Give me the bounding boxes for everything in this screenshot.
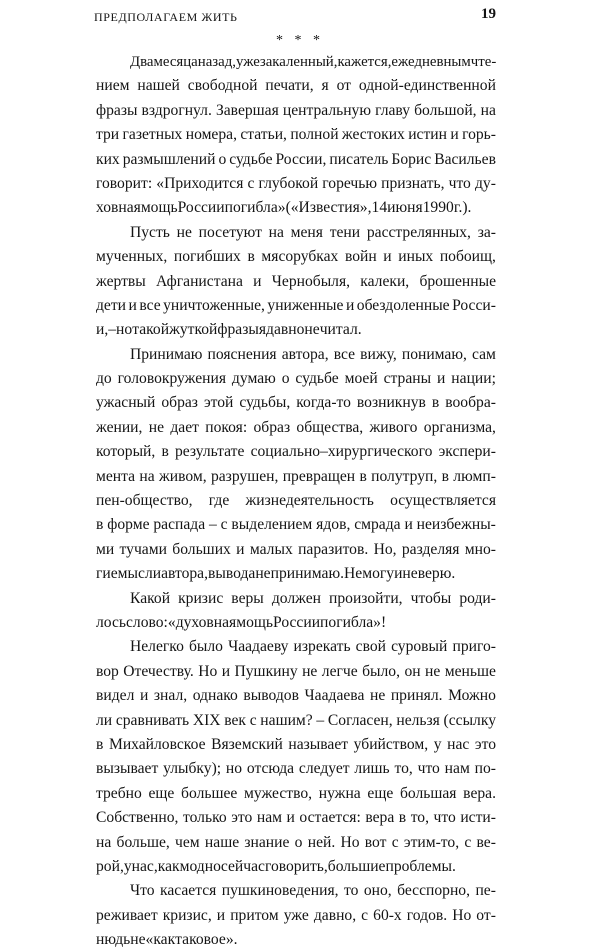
section-separator: * * * — [276, 33, 324, 48]
text-line: Два месяца назад, уже закаленный, кажется, ежедневным чте- — [130, 54, 497, 70]
text-line: дети и все уничтоженные, униженные и обездоленные Росси- — [96, 296, 496, 314]
text-line: до головокружения думаю о судьбе моей страны и нации; — [96, 370, 496, 388]
text-line: ми тучами больших и малых паразитов. Но, разделяя мно- — [96, 540, 496, 558]
text-line: нюдь не «как таковое». — [96, 931, 238, 949]
text-line: мента на живом, разрушен, превращен в полутруп, в люмп- — [96, 467, 496, 485]
text-line: видел и знал, однако выводов Чаадаева не принял. Можно — [96, 687, 496, 705]
text-line: ли сравнивать XIX век с нашим? – Согласен, нельзя (ссылку — [96, 711, 496, 729]
text-line: жении, не дает покоя: образ общества, живого организма, — [96, 418, 496, 436]
paragraph — [96, 587, 496, 636]
text-line: требно еще большее мужество, нужна еще большая вера. — [96, 784, 496, 802]
text-line: Что касается пушкиноведения, то оно, бесспорно, пе- — [130, 882, 496, 900]
running-title: ПРЕДПОЛАГАЕМ ЖИТЬ — [94, 10, 238, 24]
text-line: реживает кризис, и притом уже давно, с 60-х годов. Но от- — [96, 906, 496, 924]
text-line: три газетных номера, статьи, полной жестоких истин и горь- — [96, 126, 496, 144]
text-line: ужасный образ этой судьбы, когда-то возникнув в вообра- — [96, 394, 496, 412]
text-line: ких размышлений о судьбе России, писатель Борис Васильев — [96, 150, 496, 168]
text-line: и, – но такой жуткой фразы я давно не читал. — [96, 321, 362, 339]
text-line: лось слово: «духовная мощь России погибла»! — [96, 613, 387, 631]
text-line: вызывает улыбку); но отсюда следует лишь то, что нам по- — [96, 760, 496, 778]
paragraph — [96, 343, 496, 587]
text-line: в форме распада – с выделением ядов, смрада и неизбежны- — [96, 516, 496, 534]
text-line: пен-общество, где жизнедеятельность осуществляется — [96, 492, 496, 510]
text-line: который, в результате социально–хирургического экспери- — [96, 443, 496, 461]
text-line: Собственно, только это нам и остается: вера в то, что исти- — [96, 809, 496, 827]
text-line: Нелегко было Чаадаеву изрекать свой суровый приго- — [130, 638, 496, 656]
text-line: в Михайловское Вяземский называет убийством, у нас это — [96, 735, 496, 753]
body-text — [96, 50, 496, 952]
paragraph — [96, 50, 496, 221]
text-line: Принимаю пояснения автора, все вижу, понимаю, сам — [130, 345, 496, 363]
paragraph — [96, 221, 496, 343]
text-line: мученных, погибших в мясорубках войн и иных побоищ, — [96, 248, 496, 266]
text-line: Пусть не посетуют на меня тени расстрелянных, за- — [130, 223, 496, 241]
text-line: Какой кризис веры должен произойти, чтобы роди- — [130, 589, 496, 607]
text-line: ховная мощь России погибла» («Известия», 14 июня 1990 г.). — [96, 199, 472, 217]
text-line: рой, у нас, как модно сейчас говорить, большие проблемы. — [96, 857, 456, 875]
text-line: на больше, чем наше знание о ней. Но вот с этим-то, с ве- — [96, 833, 496, 851]
text-line: гие мысли автора, вывода не принимаю. Не могу и не верю. — [96, 565, 456, 583]
text-line: говорит: «Приходится с глубокой горечью признать, что ду- — [96, 174, 496, 192]
text-line: вор Отечеству. Но и Пушкину не легче было, он не меньше — [96, 662, 496, 680]
page-number: 19 — [481, 6, 496, 22]
text-line: жертвы Афганистана и Чернобыля, калеки, брошенные — [96, 272, 496, 290]
paragraph — [96, 635, 496, 879]
text-line: нием нашей свободной печати, я от одной-единственной — [96, 77, 496, 95]
paragraph — [96, 879, 496, 952]
text-line: фразы вздрогнул. Завершая центральную главу большой, на — [96, 101, 496, 119]
